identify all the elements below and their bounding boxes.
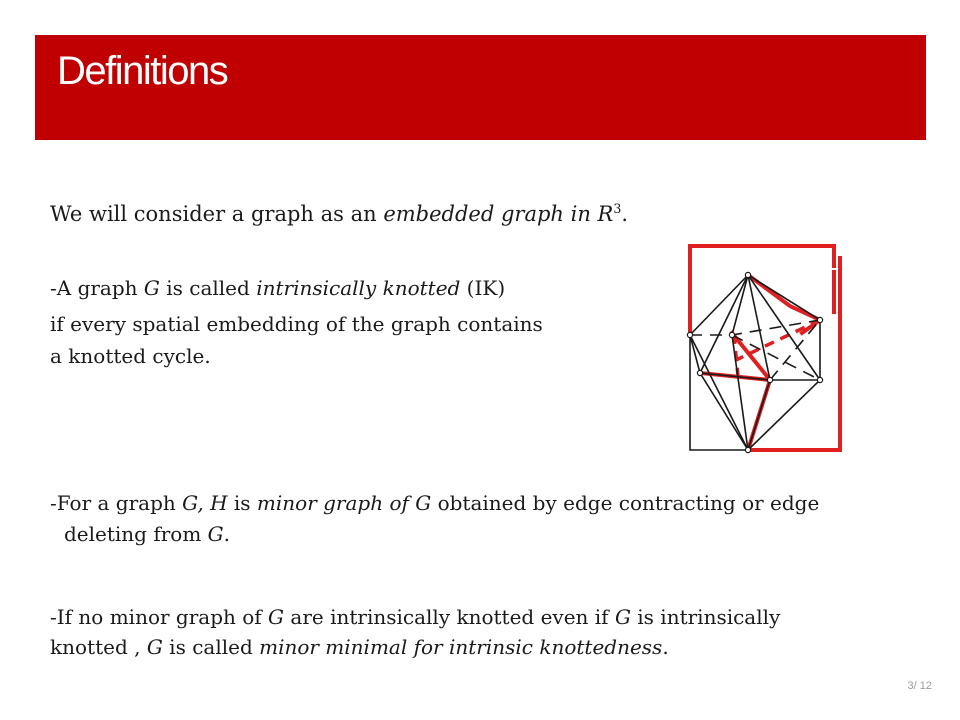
- definition-ik-line1: [50, 275, 505, 301]
- def-ik-text: A graph: [56, 276, 144, 300]
- def-minor-end: .: [223, 522, 231, 546]
- def-minimal-text: is called: [162, 635, 260, 659]
- title-bar: [35, 35, 926, 140]
- graph-symbol-g: G: [143, 276, 160, 300]
- def-minimal-text: are intrinsically knotted even if: [284, 605, 615, 629]
- vertex: [729, 332, 734, 337]
- intro-emphasis: embedded graph in R: [383, 202, 614, 226]
- slide-title: Definitions: [57, 49, 228, 93]
- def-minor-text: is: [227, 491, 257, 515]
- graph-symbol-g: G: [146, 635, 163, 659]
- term-minor-minimal: minor minimal for intrinsic knottedness: [259, 635, 663, 659]
- graph-symbol-g: G: [614, 605, 631, 629]
- def-minimal-text: is intrinsically: [630, 605, 781, 629]
- definition-minimal-line2: [50, 634, 669, 660]
- definition-minor-line1: [50, 490, 819, 516]
- def-ik-text: (IK): [460, 276, 506, 300]
- vertex: [687, 332, 692, 337]
- vertex: [767, 377, 772, 382]
- vertex: [817, 377, 822, 382]
- intro-sentence: [50, 201, 628, 227]
- knotted-graph-figure: [680, 238, 860, 460]
- def-minor-text: For a graph: [56, 491, 183, 515]
- intro-end: .: [621, 202, 629, 226]
- vertex: [817, 317, 822, 322]
- def-minor-text: deleting from: [64, 522, 208, 546]
- dash: -: [50, 276, 57, 300]
- definition-minor-line2: [64, 521, 230, 547]
- vertex: [697, 370, 702, 375]
- definition-ik-line3: a knotted cycle.: [50, 344, 211, 368]
- term-intrinsically-knotted: intrinsically knotted: [256, 276, 461, 300]
- def-minimal-end: .: [662, 635, 669, 659]
- intro-text: We will consider a graph as an: [50, 202, 384, 226]
- intro-superscript: 3: [613, 201, 622, 216]
- vertex: [745, 447, 750, 452]
- def-minimal-text: If no minor graph of: [56, 605, 269, 629]
- page-number: 3/ 12: [907, 680, 932, 692]
- def-minimal-text: knotted ,: [50, 635, 147, 659]
- definition-ik-line2: if every spatial embedding of the graph contains: [50, 312, 543, 336]
- graph-symbol-g: G: [268, 605, 285, 629]
- dash: -: [50, 605, 57, 629]
- term-minor-graph: minor graph of G: [256, 491, 432, 515]
- def-ik-text: is called: [159, 276, 257, 300]
- def-minor-text: obtained by edge contracting or edge: [431, 491, 820, 515]
- definition-minimal-line1: [50, 604, 780, 630]
- graph-symbol-g: G: [207, 522, 224, 546]
- dash: -: [50, 491, 57, 515]
- graph-symbols-gh: G, H: [182, 491, 228, 515]
- vertex: [745, 272, 750, 277]
